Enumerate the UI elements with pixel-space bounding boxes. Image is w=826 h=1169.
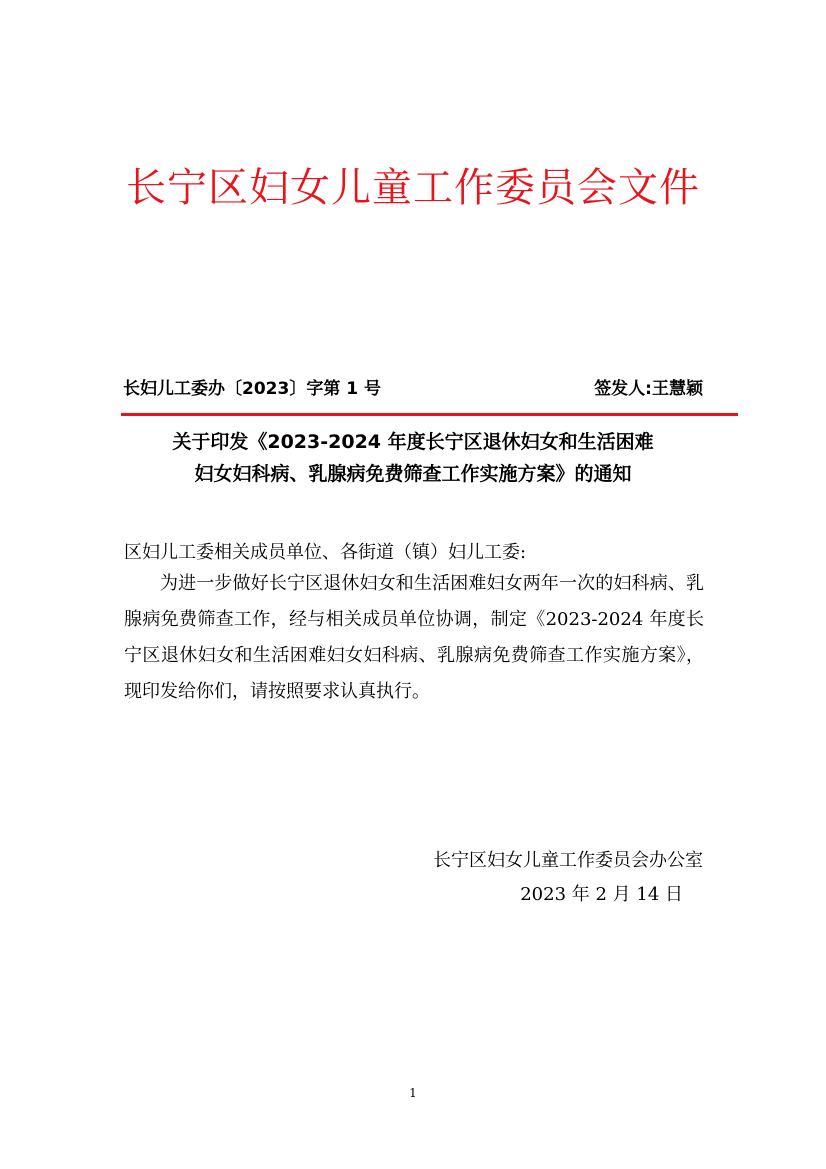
notice-subject-line-2: 妇女妇科病、乳腺病免费筛查工作实施方案》的通知: [194, 463, 632, 485]
document-meta-line: [123, 375, 703, 403]
document-number: 长妇儿工委办〔2023〕字第 1 号: [123, 379, 381, 399]
document-header-title: 长宁区妇女儿童工作委员会文件: [126, 165, 700, 211]
salutation: 区妇儿工委相关成员单位、各街道（镇）妇儿工委:: [124, 542, 527, 563]
red-divider-line: [121, 413, 738, 416]
issue-date: 2023 年 2 月 14 日: [520, 884, 683, 905]
body-paragraph: 为进一步做好长宁区退休妇女和生活困难妇女两年一次的妇科病、乳腺病免费筛查工作，经与相关成员单位协调，制定《2023-2024 年度长宁区退休妇女和生活困难妇女妇科病、乳腺病免费筛查工作实施方案》，现印发给你们，请按照要求认真执行。: [124, 573, 704, 702]
issuing-office: 长宁区妇女儿童工作委员会办公室: [433, 850, 703, 871]
notice-subject-line-1: 关于印发《2023-2024 年度长宁区退休妇女和生活困难: [172, 431, 654, 453]
signer-label: 签发人:王慧颖: [594, 379, 703, 399]
page-number: 1: [409, 1086, 417, 1100]
notice-subject: [0, 426, 826, 490]
